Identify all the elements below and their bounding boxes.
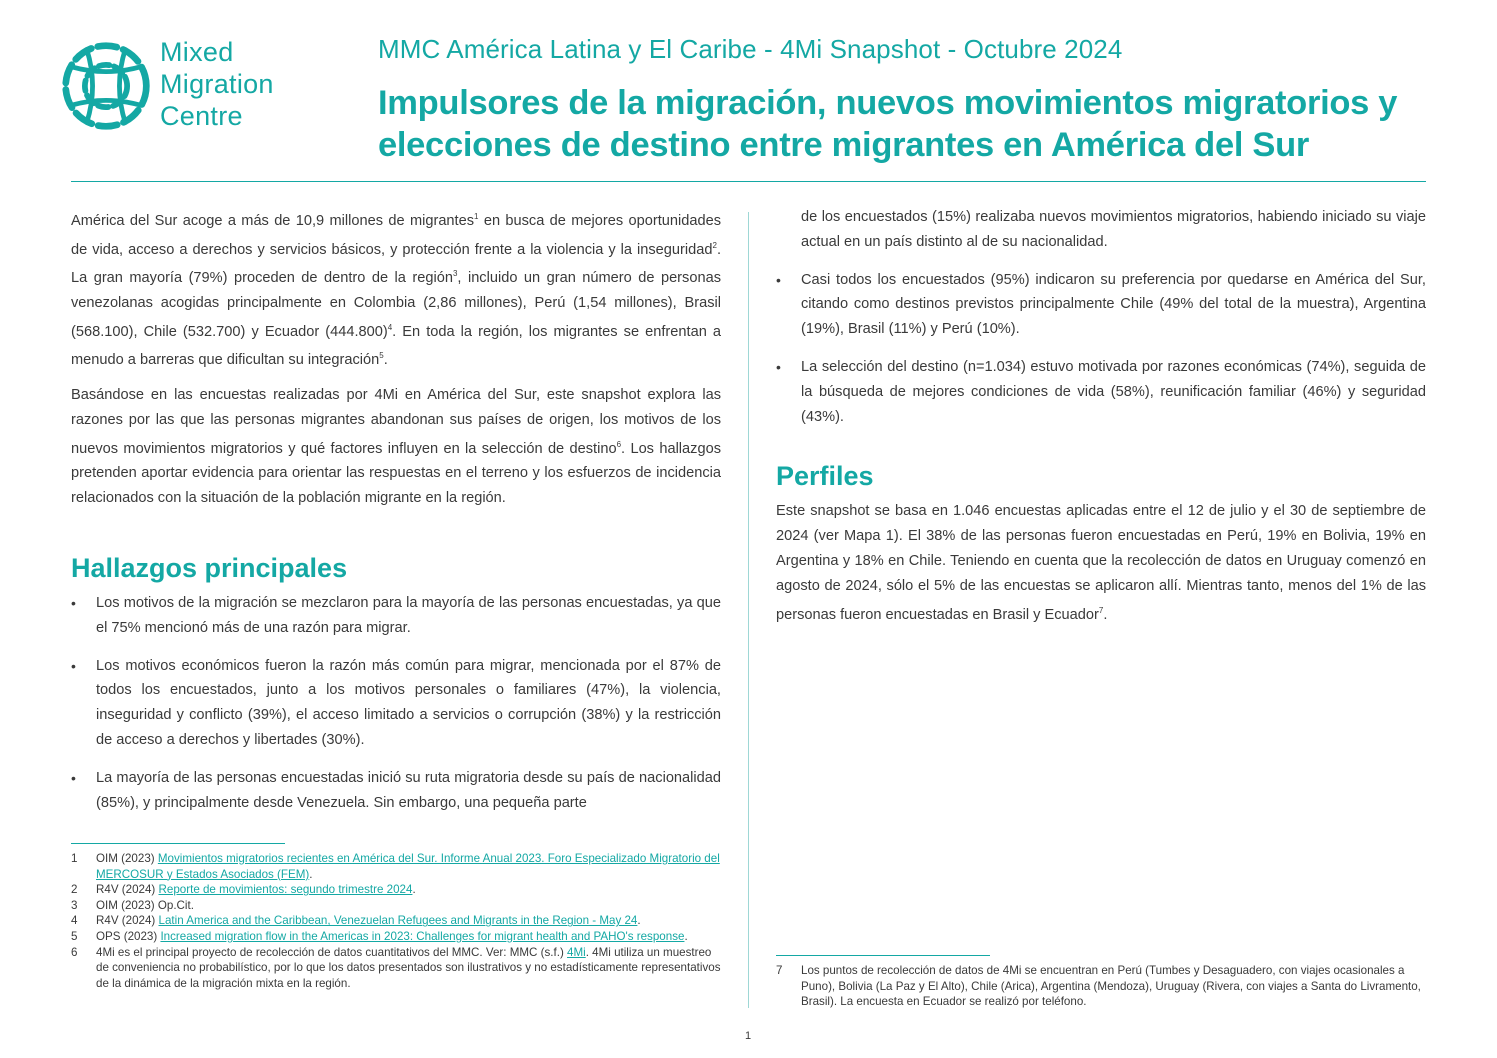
- footnote-end: . 4Mi utiliza un muestreo de conveniencia no probabilístico, por lo que los datos presentados son ilustrativos y no estadísticamente representativos de la dinámica de la migración mixta en la región.: [96, 945, 721, 990]
- list-item-continued: de los encuestados (15%) realizaba nuevos movimientos migratorios, habiendo iniciado su viaje actual en un país distinto al de su nacionalidad.: [801, 209, 1426, 250]
- footnote-source: 4Mi es el principal proyecto de recolección de datos cuantitativos del MMC. Ver: MMC (s.f.): [96, 945, 568, 959]
- heading-perfiles: Perfiles: [776, 461, 874, 492]
- footnote-number: 4: [71, 914, 78, 928]
- footnote-link[interactable]: Increased migration flow in the Americas in 2023: Challenges for migrant health and PAHO's response: [160, 929, 685, 943]
- footnote-text: OIM (2023) Op.Cit.: [96, 898, 194, 912]
- logo-line-centre: Centre: [160, 101, 243, 131]
- findings-list-continued: [776, 205, 1426, 429]
- footnote-number: 7: [776, 964, 783, 977]
- footnote-divider-right: [776, 955, 990, 956]
- footnote-number: 5: [71, 929, 78, 943]
- footnote-text: [96, 882, 721, 898]
- footnote-number: 6: [71, 945, 78, 959]
- intro-text-d: , incluido un gran número de personas venezolanas acogidas principalmente en Colombia (2,86 millones), Perú (1,54 millones), Brasil (568.100), Chile (532.700) y Ecuador (444.800): [71, 270, 721, 340]
- footnote-source: R4V (2024): [96, 914, 159, 928]
- footnote-ref-2[interactable]: 2: [712, 240, 717, 250]
- footnotes-left: [71, 851, 721, 991]
- logo-wordmark: [160, 36, 274, 132]
- footnote-end: .: [684, 929, 688, 943]
- footnote-end: .: [637, 914, 641, 928]
- page-number: 1: [745, 1030, 752, 1042]
- logo-line-migration: Migration: [160, 69, 274, 99]
- footnote-ref-4[interactable]: 4: [387, 322, 393, 332]
- footnote-ref-6[interactable]: 6: [616, 439, 622, 449]
- intro-text-c: . La gran mayoría (79%) proceden de dentro de la región: [71, 241, 721, 287]
- list-item: • Casi todos los encuestados (95%) indicaron su preferencia por quedarse en América del Sur, citando como destinos previstos principalmente Chile (49% del total de la muestra), Argentina (19%), Brasil (11%) y Perú (10%).: [776, 268, 1426, 342]
- footnotes-right: [776, 963, 1426, 1010]
- footnote-link[interactable]: Movimientos migratorios recientes en América del Sur. Informe Anual 2023. Foro Especializado Migratorio del MERCOSUR y Estados Asociados (FEM): [96, 852, 720, 881]
- footnote-3: [71, 898, 721, 914]
- footnote-number: 1: [71, 852, 78, 865]
- list-item: • La selección del destino (n=1.034) estuvo motivada por razones económicas (74%), seguida de la búsqueda de mejores condiciones de vida (58%), reunificación familiar (46%) y seguridad (43%).: [776, 355, 1426, 429]
- report-title: Impulsores de la migración, nuevos movimientos migratorios y elecciones de destino entre migrantes en América del Sur: [378, 84, 1398, 164]
- scope-text-a: Basándose en las encuestas realizadas por 4Mi en América del Sur, este snapshot explora las razones por las que las personas migrantes abandonan sus países de origen, los motivos de los nuevos movimientos migratorios y qué factores influyen en la selección de destino: [71, 387, 721, 457]
- footnote-6: [71, 945, 721, 992]
- profiles-text-b: .: [1103, 606, 1108, 623]
- intro-text-f: .: [383, 352, 388, 369]
- footnote-end: .: [309, 867, 313, 881]
- list-item: • Los motivos económicos fueron la razón más común para migrar, mencionada por el 87% de todos los encuestados, junto a los motivos personales o familiares (47%), la violencia, inseguridad y conflicto (39%), el acceso limitado a servicios o corrupción (38%) y la restricción de acceso a derechos y libertades (30%).: [71, 654, 721, 753]
- profiles-paragraph: [776, 499, 1426, 627]
- mmc-logo: [58, 38, 308, 138]
- footnote-divider-left: [71, 843, 285, 844]
- profiles-text-a: Este snapshot se basa en 1.046 encuestas aplicadas entre el 12 de julio y el 30 de septiembre de 2024 (ver Mapa 1). El 38% de las personas fueron encuestadas en Perú, 19% en Bolivia, 19% en Argentina y 18% en Chile. Teniendo en cuenta que la recolección de datos en Uruguay comenzó en agosto de 2024, sólo el 5% de las encuestas se aplicaron allí. Mientras tanto, menos del 1% de las personas fueron encuestadas en Brasil y Ecuador: [776, 503, 1426, 623]
- intro-paragraph: [71, 205, 721, 373]
- findings-list: [71, 591, 721, 815]
- scope-text-b: . Los hallazgos pretenden aportar evidencia para orientar las respuestas en el terreno y los esfuerzos de incidencia relacionados con la situación de la población migrante en la región.: [71, 440, 721, 507]
- footnote-number: 3: [71, 898, 78, 912]
- report-subtitle: MMC América Latina y El Caribe - 4Mi Snapshot - Octubre 2024: [378, 34, 1123, 64]
- right-column: [776, 205, 1426, 637]
- footnote-2: [71, 882, 721, 898]
- footnote-source: OPS (2023): [96, 929, 161, 943]
- footnote-ref-7[interactable]: 7: [1098, 605, 1104, 615]
- footnote-number: 2: [71, 883, 78, 897]
- footnote-link[interactable]: Latin America and the Caribbean, Venezuelan Refugees and Migrants in the Region - May 24: [158, 914, 638, 928]
- footnote-end: .: [412, 883, 416, 897]
- footnote-ref-5[interactable]: 5: [379, 351, 384, 361]
- footnote-text: Los puntos de recolección de datos de 4Mi se encuentran en Perú (Tumbes y Desaguadero, con viajes ocasionales a Puno), Bolivia (La Paz y El Alto), Chile (Arica), Argentina (Mendoza), Uruguay (Rivera, con viajes a Santa do Livramento, Brasil). La encuesta en Ecuador se realizó por teléfono.: [801, 964, 1421, 1009]
- footnote-text: [96, 945, 721, 992]
- scope-paragraph: [71, 383, 721, 511]
- footnote-4: [71, 913, 721, 929]
- footnote-ref-1[interactable]: 1: [474, 212, 479, 221]
- list-item: • Los motivos de la migración se mezclaron para la mayoría de las personas encuestadas, ya que el 75% mencionó más de una razón para migrar.: [71, 591, 721, 641]
- footnote-link[interactable]: Reporte de movimientos: segundo trimestre 2024: [158, 883, 413, 897]
- intro-text-b: en busca de mejores oportunidades de vida, acceso a derechos y servicios básicos, y protección frente a la violencia y la inseguridad: [71, 212, 721, 258]
- footnote-source: OIM (2023): [96, 852, 158, 865]
- footnote-link[interactable]: 4Mi: [567, 945, 586, 959]
- intro-text-a: América del Sur acoge a más de 10,9 millones de migrantes: [71, 212, 475, 229]
- footnote-7: [776, 963, 1426, 1010]
- heading-hallazgos: Hallazgos principales: [71, 552, 348, 583]
- logo-line-mixed: Mixed: [160, 37, 234, 67]
- mmc-globe-icon: [58, 38, 154, 134]
- header-divider: [71, 181, 1426, 182]
- footnote-5: [71, 929, 721, 945]
- footnote-text: [96, 929, 721, 945]
- left-column: [71, 205, 721, 828]
- footnote-1: [71, 851, 721, 882]
- footnote-ref-3[interactable]: 3: [452, 269, 458, 279]
- list-item: • La mayoría de las personas encuestadas inició su ruta migratoria desde su país de nacionalidad (85%), y principalmente desde Venezuela. Sin embargo, una pequeña parte: [71, 766, 721, 816]
- column-divider: [748, 212, 749, 1008]
- footnote-text: [96, 851, 721, 882]
- footnote-text: [96, 913, 721, 929]
- footnote-source: R4V (2024): [96, 883, 159, 897]
- intro-text-e: . En toda la región, los migrantes se enfrentan a menudo a barreras que dificultan su integración: [71, 323, 721, 369]
